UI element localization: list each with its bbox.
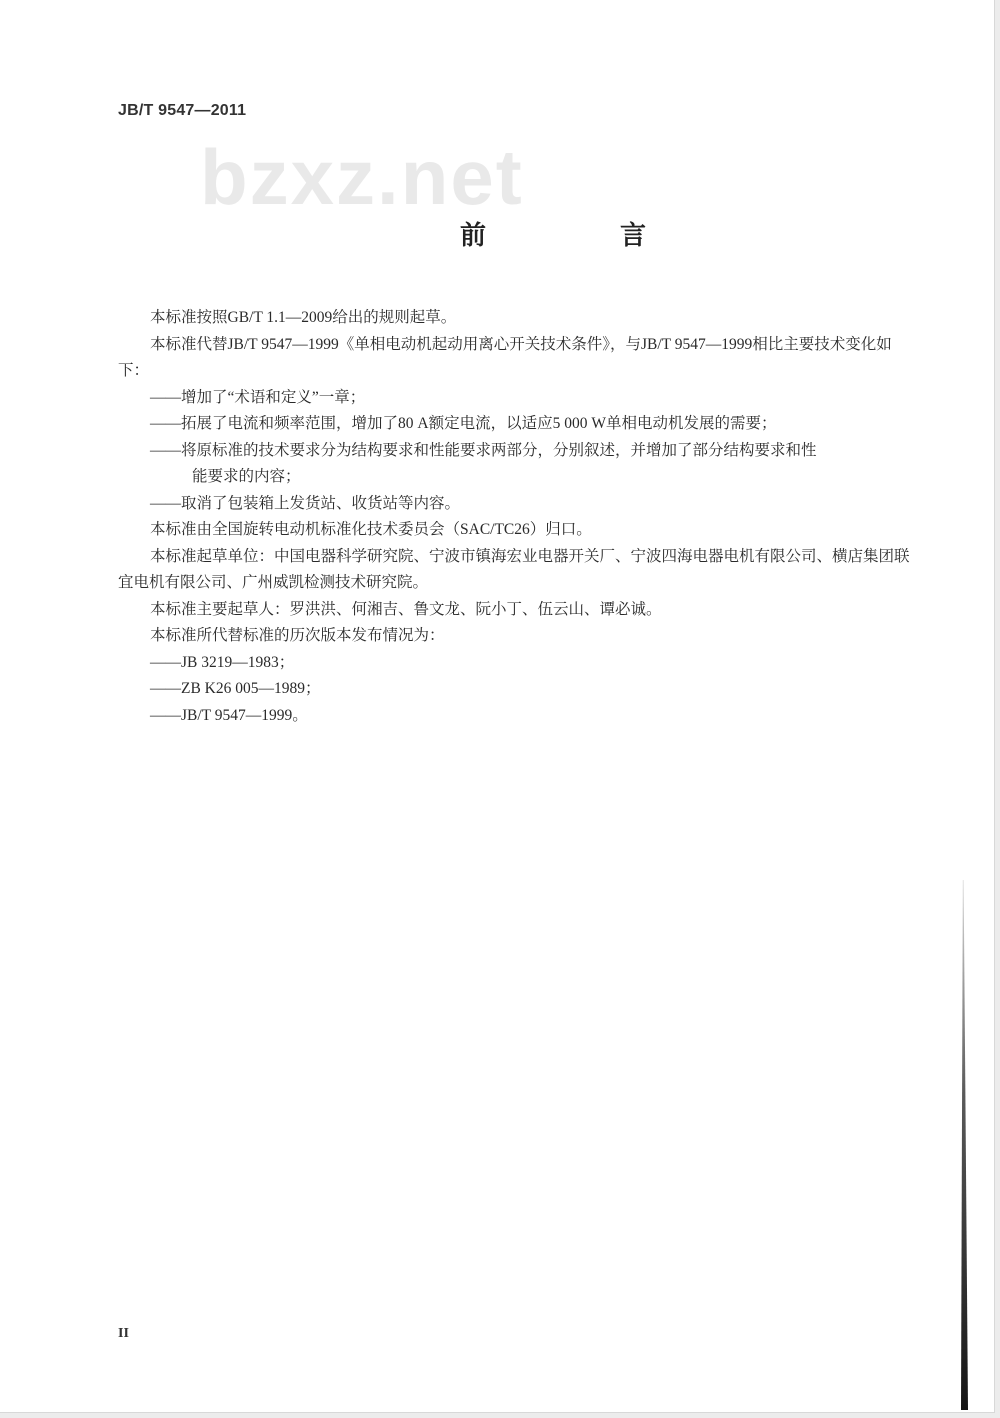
scan-edge-line [958, 880, 968, 1410]
list-item: ——ZB K26 005—1989； [150, 680, 321, 697]
watermark: bzxz.net [200, 133, 524, 221]
list-item: ——增加了“术语和定义”一章； [150, 388, 366, 406]
list-item: ——拓展了电流和频率范围，增加了80 A额定电流，以适应5 000 W单相电动机发展的需要； [150, 415, 777, 432]
page-number: II [118, 1326, 129, 1341]
page-title: 前 言 [460, 221, 701, 251]
list-item: ——JB 3219—1983； [150, 653, 295, 671]
standard-code: JB/T 9547—2011 [118, 102, 247, 119]
paragraph: 本标准起草单位：中国电器科学研究院、宁波市镇海宏业电器开关厂、宁波四海电器电机有限公司、横店集团联宜电机有限公司、广州威凯检测技术研究院。 [118, 547, 910, 591]
list-item: ——取消了包装箱上发货站、收货站等内容。 [150, 494, 461, 512]
list-item: ——JB/T 9547—1999。 [150, 706, 308, 724]
paragraph: 本标准代替JB/T 9547—1999《单相电动机起动用离心开关技术条件》，与JB/T 9547—1999相比主要技术变化如下： [118, 335, 892, 379]
list-item: ——将原标准的技术要求分为结构要求和性能要求两部分，分别叙述，并增加了部分结构要求和性 [150, 441, 817, 459]
paragraph: 本标准主要起草人：罗洪洪、何湘吉、鲁文龙、阮小丁、伍云山、谭必诚。 [150, 600, 662, 618]
paragraph: 本标准所代替标准的历次版本发布情况为： [150, 627, 445, 644]
list-item-continuation: 能要求的内容； [192, 468, 301, 485]
paragraph: 本标准由全国旋转电动机标准化技术委员会（SAC/TC26）归口。 [150, 521, 592, 538]
paragraph: 本标准按照GB/T 1.1—2009给出的规则起草。 [150, 309, 457, 326]
foreword-body [118, 305, 918, 729]
